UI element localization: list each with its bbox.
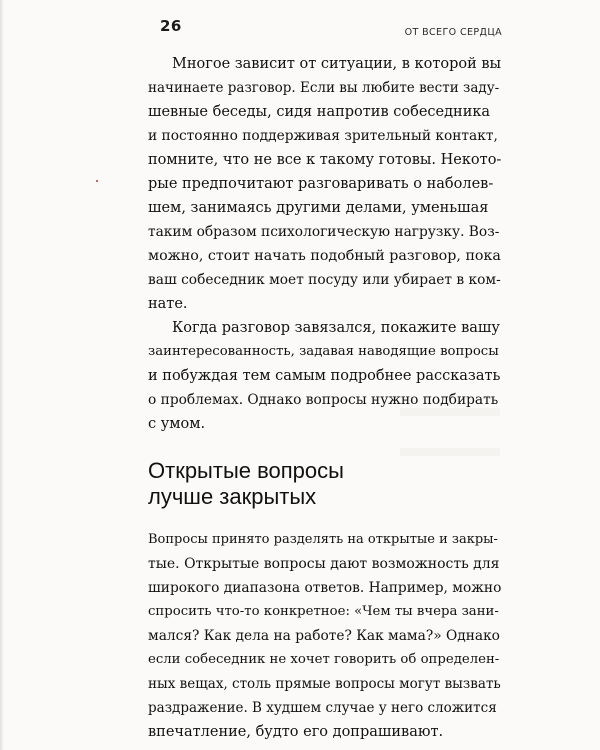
paragraph-line: нате. [148,296,188,312]
page-edge-shadow [0,0,4,750]
paragraph-line: спросить что-то конкретное: «Чем ты вчера зани- [148,604,499,619]
paragraph-line: и побуждая тем самым подробнее рассказать [148,368,501,384]
paragraph-line: впечатление, будто его допрашивают. [148,724,444,740]
bleed-through-mark [400,448,500,456]
page-number: 26 [160,17,182,35]
section-heading-line: лучше закрытых [148,484,317,509]
section-heading-line: Открытые вопросы [148,458,344,483]
paragraph-line: если собеседник не хочет говорить об определен- [148,652,500,667]
paragraph-line: помните, что не все к такому готовы. Некото- [148,152,502,168]
paragraph-line: ваш собеседник моет посуду или убирает в ком- [148,272,501,288]
paragraph-line: Многое зависит от ситуации, в которой вы [172,56,502,72]
paragraph-line: широкого диапазона ответов. Например, можно [148,580,502,596]
paragraph-line: заинтересованность, задавая наводящие вопросы [148,344,499,359]
running-head: ОТ ВСЕГО СЕРДЦА [404,27,502,38]
ink-speck [96,180,98,182]
paragraph-line: шевные беседы, сидя напротив собеседника [148,104,491,120]
paragraph-line: ных вещах, столь прямые вопросы могут вызвать [148,676,501,692]
paragraph-line: мался? Как дела на работе? Как мама?» Однако [148,628,500,644]
paragraph-line: раздражение. В худшем случае у него сложится [148,700,497,716]
paragraph-line: шем, занимаясь другими делами, уменьшая [148,200,489,216]
paragraph-line: таким образом психологическую нагрузку. Воз- [148,224,500,240]
paragraph-line: Когда разговор завязался, покажите вашу [172,320,500,336]
paragraph-line: о проблемах. Однако вопросы нужно подбирать [148,392,499,408]
paragraph-line: тые. Открытые вопросы дают возможность для [148,556,500,572]
paragraph-line: рые предпочитают разговаривать о наболев- [148,176,494,192]
paragraph-line: начинаете разговор. Если вы любите вести заду- [148,80,500,96]
paragraph-line: и постоянно поддерживая зрительный контакт, [148,128,498,144]
paragraph-line: можно, стоит начать подобный разговор, пока [148,248,501,264]
paragraph-line: Вопросы принято разделять на открытые и закры- [148,532,498,547]
paragraph-line: с умом. [148,416,206,432]
